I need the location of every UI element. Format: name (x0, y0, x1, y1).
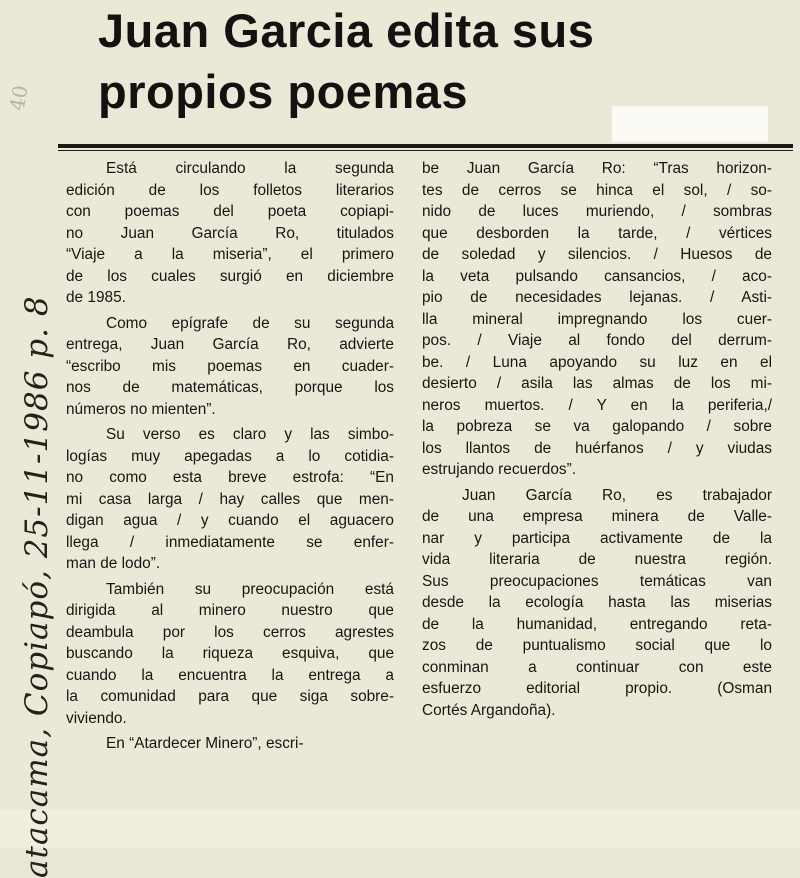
text-line: Está circulando la segunda (106, 160, 394, 177)
text-line: la comunidad para que siga sobre- (66, 688, 394, 705)
text-line: be. / Luna apoyando su luz en el (422, 353, 772, 371)
text-line: números no mienten”. (66, 400, 216, 418)
article-paragraph (422, 158, 772, 481)
whiteout-patch (612, 106, 768, 142)
article-paragraph (66, 579, 394, 730)
text-line: Sus preocupaciones temáticas van (422, 572, 772, 590)
text-line: de soledad y silencios. / Huesos de (422, 246, 772, 263)
text-line: la veta pulsando cansancios, / aco- (422, 267, 772, 285)
text-line: neros muertos. / Y en la periferia,/ (422, 396, 772, 414)
text-line: no Juan García Ro, titulados (66, 224, 394, 242)
text-line: mi casa larga / hay calles que men- (66, 490, 394, 508)
text-line: desierto / asila las almas de los mi- (422, 375, 772, 392)
article-column-left (66, 158, 394, 755)
text-line: tes de cerros se hinca el sol, / so- (422, 181, 772, 199)
text-line: man de lodo”. (66, 555, 161, 572)
text-line: cuando la encuentra la entrega a (66, 666, 394, 684)
text-line: conminan a continuar con este (422, 658, 772, 676)
pencil-annotation: 40 (4, 83, 33, 113)
scan-margin (0, 810, 800, 848)
text-line: con poemas del poeta copiapi- (66, 203, 394, 220)
text-line: esfuerzo editorial propio. (Osman (422, 680, 772, 697)
text-line: En “Atardecer Minero”, escri- (106, 735, 304, 752)
text-line: de una empresa minera de Valle- (422, 508, 772, 525)
article-paragraph (66, 158, 394, 309)
text-line: buscando la riqueza esquiva, que (66, 645, 394, 662)
text-line: Cortés Argandoña). (422, 701, 556, 719)
article-paragraph (422, 485, 772, 722)
text-line: desde la ecología hasta las miserias (422, 594, 772, 611)
article-paragraph (66, 733, 394, 755)
article-paragraph (66, 313, 394, 421)
text-line: deambula por los cerros agrestes (66, 623, 394, 641)
article-headline (98, 0, 788, 122)
text-line: de los cuales surgió en diciembre (66, 267, 394, 285)
text-line: los llantos de huérfanos / y viudas (422, 439, 772, 457)
text-line: edición de los folletos literarios (66, 181, 394, 199)
text-line: Juan García Ro, es trabajador (462, 486, 772, 504)
text-line: vida literaria de nuestra región. (422, 551, 772, 568)
text-line: que desborden la tarde, / vértices (422, 224, 772, 242)
headline-line-1: Juan Garcia edita sus (98, 4, 595, 57)
text-line: dirigida al minero nuestro que (66, 602, 394, 619)
article-paragraph (66, 424, 394, 575)
headline-line-2: propios poemas (98, 65, 469, 118)
text-line: viviendo. (66, 709, 127, 727)
text-line: lla mineral impregnando los cuer- (422, 310, 772, 328)
headline-rule (58, 144, 793, 148)
text-line: estrujando recuerdos”. (422, 461, 576, 478)
text-line: pos. / Viaje al fondo del derrum- (422, 332, 772, 349)
text-line: nos de matemáticas, porque los (66, 379, 394, 396)
headline-rule-thin (58, 150, 793, 151)
text-line: zos de puntualismo social que lo (422, 637, 772, 654)
text-line: llega / inmediatamente se enfer- (66, 533, 394, 551)
text-line: También su preocupación está (106, 580, 394, 598)
text-line: entrega, Juan García Ro, advierte (66, 336, 394, 353)
handwritten-source-note: atacama, Copiapó, 25-11-1986 p. 8 (19, 295, 55, 878)
text-line: la pobreza se va galopando / sobre (422, 418, 772, 435)
text-line: Como epígrafe de su segunda (106, 314, 394, 332)
text-line: nar y participa activamente de la (422, 529, 772, 547)
text-line: be Juan García Ro: “Tras horizon- (422, 160, 772, 177)
article-column-right (422, 158, 772, 721)
text-line: de 1985. (66, 289, 126, 306)
text-line: no como esta breve estrofa: “En (66, 469, 394, 486)
text-line: de la humanidad, entregando reta- (422, 615, 772, 633)
text-line: logías muy apegadas a lo cotidia- (66, 447, 394, 465)
text-line: digan agua / y cuando el aguacero (66, 512, 394, 529)
text-line: nido de luces muriendo, / sombras (422, 203, 772, 220)
text-line: Su verso es claro y las simbo- (106, 426, 394, 443)
text-line: “Viaje a la miseria”, el primero (66, 246, 394, 263)
text-line: “escribo mis poemas en cuader- (66, 357, 394, 375)
text-line: pio de necesidades lejanas. / Asti- (422, 289, 772, 306)
